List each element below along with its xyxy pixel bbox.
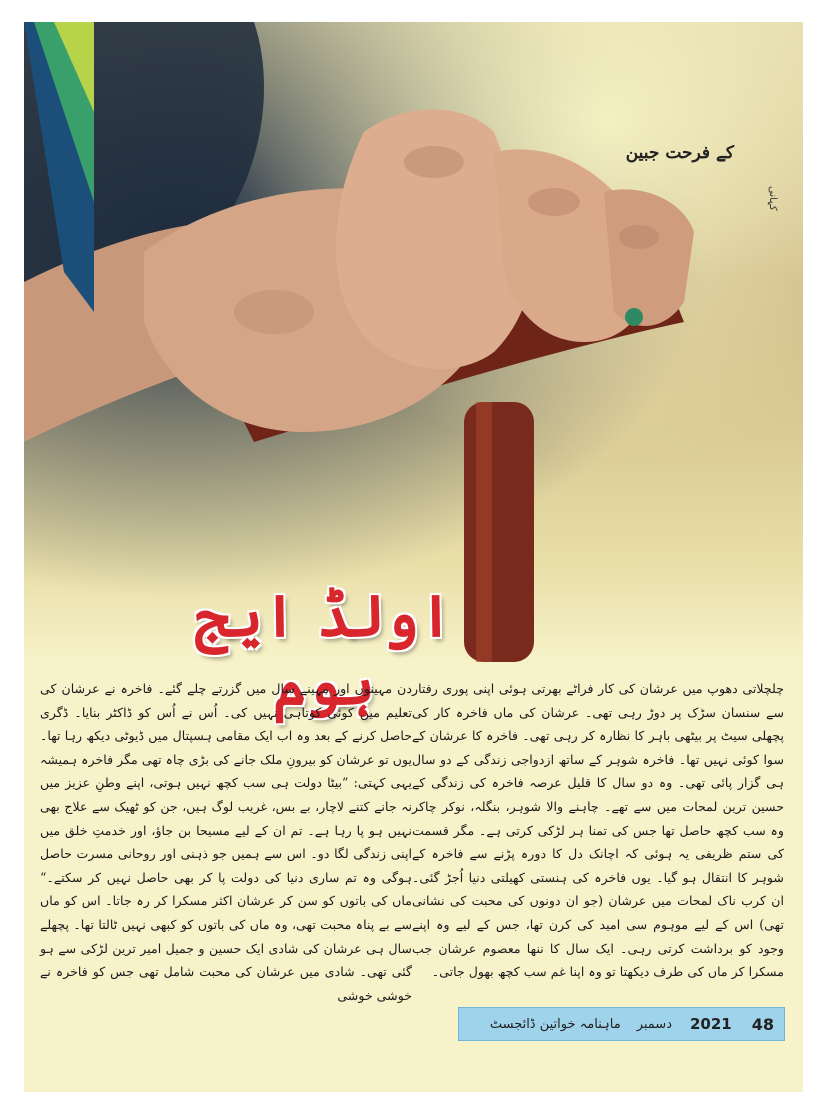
paragraph: دن مہینوں اور مہینے سال میں گزرتے چلے گئے۔ فاخرہ نے عرشان کی تعلیم میں کوئی کوتاہی نہیں کی۔ اُس نے اُس کو ڈاکٹر بنایا۔ ڈگری حاصل کرنے کے بعد وہ اب ایک مقامی ہسپتال میں ڈیوٹی دیکھ رہا تھا۔ یوں تو عرشان کو بیرونِ ملک جانے کی بڑی چاہ تھی مگر فاخرہ ہمیشہ یہی کہتی: ”بیٹا دولت ہی سب کچھ نہیں ہوتی، اپنے وطنِ عزیز میں نہ جانے کتنے لاچار، بے بس، غریب لوگ ہیں، جن کو ٹھیک سے علاج بھی نہیں ہو پا رہا ہے۔ تم ان کے لیے مسیحا بن جاؤ، اور خدمتِ خلق میں اپنی زندگی لگا دو۔ اس سے ہمیں جو ذہنی اور روحانی مسرت حاصل ہوگی وہ تم ساری دنیا کی دولت پا کر بھی حاصل نہیں کر سکتے۔“ ماں کی باتوں کو سن کر عرشان اکثر مسکرا کر رہ جاتا۔ اس کو ماں سے بے پناہ محبت تھی، وہ ماں کی باتوں کو کبھی نہیں ٹالتا تھا۔ پچھلے سال ہی عرشان کی شادی ایک حسین و جمیل امیر ترین لڑکی سے ہو گئی تھی۔ شادی میں عرشان کی محبت شامل تھی جس کو فاخرہ نے خوشی خوشی bbox=[40, 681, 412, 1003]
author-byline: کے فرحت جبین bbox=[625, 143, 734, 163]
magazine-name: ماہنامہ خواتین ڈائجسٹ bbox=[489, 1016, 621, 1032]
article-title: اولڈ ایج ہوم bbox=[194, 582, 454, 718]
section-tag: کہانی bbox=[767, 185, 778, 211]
page-number: 48 bbox=[751, 1014, 774, 1034]
paragraph: چلچلاتی دھوپ میں عرشان کی کار فراٹے بھرتی ہوئی اپنی پوری رفتار سے سنسان سڑک پر دوڑ رہی تھی۔ عرشان کی ماں فاخرہ کار کی پچھلی سیٹ پر بیٹھی باہر کا نظارہ کر رہی تھی۔ فاخرہ کا عرشان کے سوا کوئی نہیں تھا۔ فاخرہ شوہر کے ساتھ ازدواجی زندگی کے دو سال ہی گزار پائی تھی۔ وہ دو سال کا قلیل عرصہ فاخرہ کی زندگی کے حسین ترین لمحات میں سے تھے۔ چاہنے والا شوہر، بنگلہ، نوکر چاکر وہ سب کچھ حاصل تھا جس کی تمنا ہر لڑکی کرتی ہے۔ مگر قسمت کی ستم ظریفی یہ ہوئی کہ اچانک دل کا دورہ پڑنے سے فاخرہ کے شوہر کا انتقال ہو گیا۔ یوں فاخرہ کی ہنستی کھیلتی دنیا اُجڑ گئی۔ ان کرب ناک لمحات میں عرشان (جو ان دونوں کی محبت کی نشانی تھی) اس کے لیے موہوم سی امید کی کرن تھا، جس کے لیے وہ اپنے وجود کو برداشت کرتی رہی۔ ایک سال کا ننھا معصوم عرشان جب مسکرا کر ماں کی طرف دیکھتا تو وہ اپنا غم سب کچھ بھول جاتی۔ bbox=[412, 681, 784, 980]
hands-illustration bbox=[24, 22, 803, 662]
cover-photo-hands-on-cane bbox=[24, 22, 803, 718]
text-column-right bbox=[412, 677, 784, 984]
page-footer bbox=[458, 1007, 785, 1041]
issue-month: دسمبر bbox=[636, 1016, 672, 1032]
corner-decoration bbox=[24, 22, 94, 312]
magazine-page bbox=[24, 22, 803, 1092]
issue-year: 2021 bbox=[689, 1015, 732, 1033]
text-column-left bbox=[40, 677, 412, 1007]
